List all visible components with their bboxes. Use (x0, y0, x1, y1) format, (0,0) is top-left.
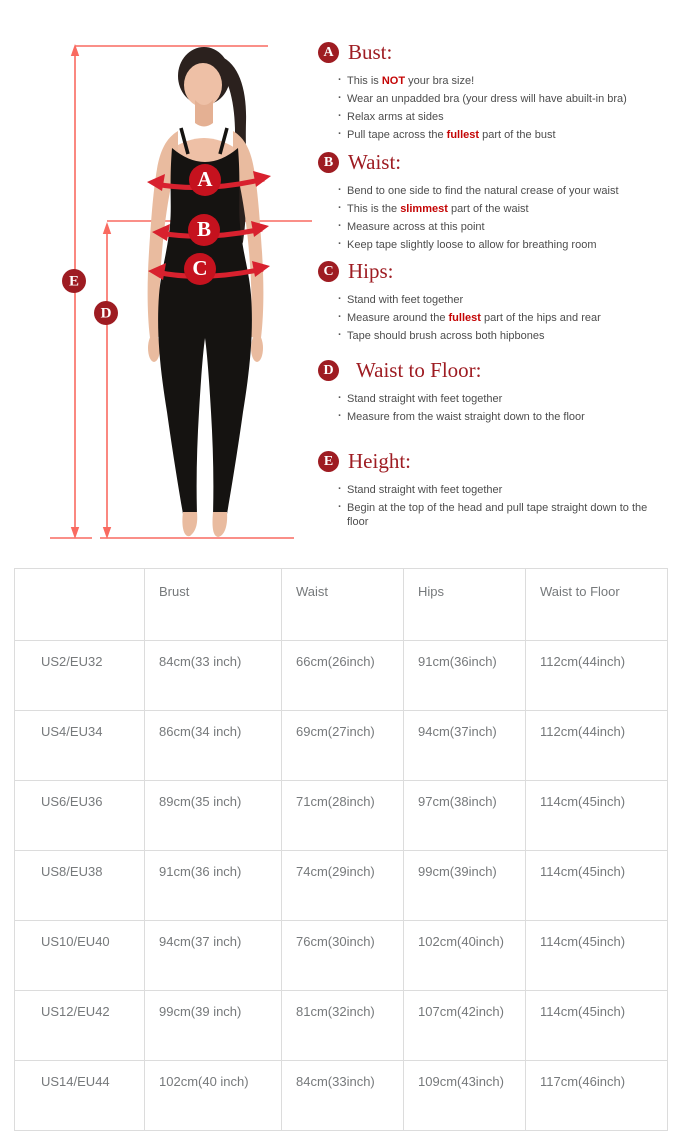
arrow-right-icon (253, 171, 271, 187)
bullet-list (318, 390, 670, 424)
bullet-text: Stand with feet together (347, 294, 464, 306)
face (184, 63, 222, 107)
waist-to-floor-marker (94, 301, 118, 325)
bullet-dot-icon: · (338, 220, 342, 232)
table-row (15, 781, 668, 851)
bullet-dot-icon: · (338, 128, 342, 140)
measurement-cell: 112cm(44inch) (526, 641, 668, 711)
bullet-text: Relax arms at sides (347, 111, 444, 123)
bullet-dot-icon: · (338, 483, 342, 495)
measurement-cell: 117cm(46inch) (526, 1061, 668, 1131)
bullet-dot-icon: · (338, 410, 342, 422)
measurement-cell: 112cm(44inch) (526, 711, 668, 781)
bullet-text: part of the waist (447, 203, 529, 215)
column-header: Waist (282, 569, 404, 641)
bullet-dot-icon: · (338, 74, 342, 86)
bullet-item (338, 392, 670, 406)
measurement-cell: 114cm(45inch) (526, 851, 668, 921)
hips-badge-icon: C (318, 261, 339, 282)
table-row (15, 851, 668, 921)
bullet-item (338, 501, 670, 529)
highlighted-text: slimmest (400, 203, 448, 215)
measurement-cell: 99cm(39inch) (404, 851, 526, 921)
bullet-list (318, 481, 670, 529)
measurement-cell: 99cm(39 inch) (145, 991, 282, 1061)
header-row (15, 569, 668, 641)
measurement-cell: 69cm(27inch) (282, 711, 404, 781)
bullet-text: This is the (347, 203, 401, 215)
section-title: Hips: (348, 259, 394, 283)
bullet-text: Measure across at this point (347, 221, 485, 233)
measurement-cell: 84cm(33 inch) (145, 641, 282, 711)
bullet-list (318, 291, 670, 343)
bullet-dot-icon: · (338, 293, 342, 305)
section-heading (318, 259, 670, 284)
measurement-cell: 102cm(40 inch) (145, 1061, 282, 1131)
waist-to-floor-badge-icon: D (318, 360, 339, 381)
model-silhouette (148, 47, 264, 537)
bullet-item (338, 311, 670, 325)
height-marker (62, 269, 86, 293)
right-foot (213, 512, 228, 537)
bullet-text: Begin at the top of the head and pull tape straight down to the floor (347, 502, 648, 528)
hips-marker-letter: C (192, 255, 208, 280)
column-header: Waist to Floor (526, 569, 668, 641)
column-header: Brust (145, 569, 282, 641)
bullet-text: Stand straight with feet together (347, 393, 503, 405)
section-heading (318, 358, 670, 383)
measurement-cell: 109cm(43inch) (404, 1061, 526, 1131)
bullet-dot-icon: · (338, 238, 342, 250)
measurement-cell: 91cm(36 inch) (145, 851, 282, 921)
bullet-text: Measure around the (347, 312, 449, 324)
bullet-text: Pull tape across the (347, 129, 447, 141)
bullet-text: Bend to one side to find the natural crease of your waist (347, 185, 619, 197)
size-table (14, 568, 667, 1131)
highlighted-text: fullest (448, 312, 481, 324)
measurement-cell: 86cm(34 inch) (145, 711, 282, 781)
measurement-cell: 89cm(35 inch) (145, 781, 282, 851)
section-waist (318, 150, 670, 256)
bullet-dot-icon: · (338, 202, 342, 214)
measurement-cell: 81cm(32inch) (282, 991, 404, 1061)
bust-badge-icon: A (318, 42, 339, 63)
bullet-dot-icon: · (338, 110, 342, 122)
outfit (158, 148, 252, 514)
bullet-item (338, 410, 670, 424)
bullet-item (338, 293, 670, 307)
bullet-text: Keep tape slightly loose to allow for breathing room (347, 239, 597, 251)
bullet-list (318, 72, 670, 142)
right-hand (251, 334, 263, 362)
table-row (15, 1061, 668, 1131)
bullet-dot-icon: · (338, 92, 342, 104)
size-cell: US6/EU36 (15, 781, 145, 851)
size-cell: US4/EU34 (15, 711, 145, 781)
bullet-text: part of the hips and rear (480, 312, 601, 324)
section-title: Waist to Floor: (356, 358, 482, 382)
column-header (15, 569, 145, 641)
measurement-cell: 114cm(45inch) (526, 921, 668, 991)
bullet-item (338, 74, 670, 88)
bullet-text: Stand straight with feet together (347, 484, 503, 496)
bullet-item (338, 110, 670, 124)
size-cell: US12/EU42 (15, 991, 145, 1061)
bullet-item (338, 483, 670, 497)
size-cell: US10/EU40 (15, 921, 145, 991)
table-row (15, 641, 668, 711)
measurement-cell: 76cm(30inch) (282, 921, 404, 991)
bullet-dot-icon: · (338, 184, 342, 196)
bust-marker-letter: A (197, 166, 213, 191)
measurement-cell: 94cm(37 inch) (145, 921, 282, 991)
measurement-figure-area (0, 0, 318, 560)
table-row (15, 711, 668, 781)
measurement-cell: 66cm(26inch) (282, 641, 404, 711)
bullet-dot-icon: · (338, 392, 342, 404)
section-heading (318, 150, 670, 175)
bullet-item (338, 238, 670, 252)
bullet-text: Wear an unpadded bra (your dress will have abuilt-in bra) (347, 93, 627, 105)
bullet-list (318, 182, 670, 252)
size-cell: US14/EU44 (15, 1061, 145, 1131)
bullet-text: part of the bust (479, 129, 556, 141)
size-chart (14, 568, 668, 1131)
left-hand (148, 334, 160, 362)
measurement-figure (0, 0, 318, 560)
measurement-cell: 114cm(45inch) (526, 781, 668, 851)
measurement-cell: 71cm(28inch) (282, 781, 404, 851)
measurement-cell: 94cm(37inch) (404, 711, 526, 781)
measurement-cell: 84cm(33inch) (282, 1061, 404, 1131)
bullet-text: Tape should brush across both hipbones (347, 330, 545, 342)
waist-badge-icon: B (318, 152, 339, 173)
section-height (318, 449, 670, 533)
section-waist-to-floor (318, 358, 670, 428)
column-header: Hips (404, 569, 526, 641)
table-row (15, 921, 668, 991)
bullet-dot-icon: · (338, 311, 342, 323)
measurement-cell: 74cm(29inch) (282, 851, 404, 921)
measurement-cell: 114cm(45inch) (526, 991, 668, 1061)
height-marker-letter: E (68, 273, 80, 290)
table-row (15, 991, 668, 1061)
section-heading (318, 40, 670, 65)
waist-to-floor-marker-letter: D (100, 305, 112, 322)
table-body (15, 641, 668, 1131)
measurement-cell: 91cm(36inch) (404, 641, 526, 711)
highlighted-text: NOT (381, 75, 406, 87)
bullet-item (338, 92, 670, 106)
height-badge-icon: E (318, 451, 339, 472)
section-bust (318, 40, 670, 146)
bullet-dot-icon: · (338, 501, 342, 513)
section-title: Waist: (348, 150, 402, 174)
waist-marker-letter: B (196, 216, 212, 241)
bullet-item (338, 128, 670, 142)
bullet-item (338, 184, 670, 198)
section-hips (318, 259, 670, 347)
highlighted-text: fullest (446, 129, 480, 141)
bullet-item (338, 329, 670, 343)
section-heading (318, 449, 670, 474)
measurement-cell: 107cm(42inch) (404, 991, 526, 1061)
bullet-text: This is (347, 75, 382, 87)
left-foot (182, 512, 197, 536)
bullet-item (338, 202, 670, 216)
section-title: Bust: (348, 40, 393, 64)
measurement-cell: 102cm(40inch) (404, 921, 526, 991)
measurement-cell: 97cm(38inch) (404, 781, 526, 851)
bullet-item (338, 220, 670, 234)
size-cell: US8/EU38 (15, 851, 145, 921)
bullet-text: Measure from the waist straight down to the floor (347, 411, 585, 423)
bullet-text: your bra size! (405, 75, 475, 87)
arrow-up-icon (103, 222, 111, 234)
size-cell: US2/EU32 (15, 641, 145, 711)
section-title: Height: (348, 449, 411, 473)
bullet-dot-icon: · (338, 329, 342, 341)
